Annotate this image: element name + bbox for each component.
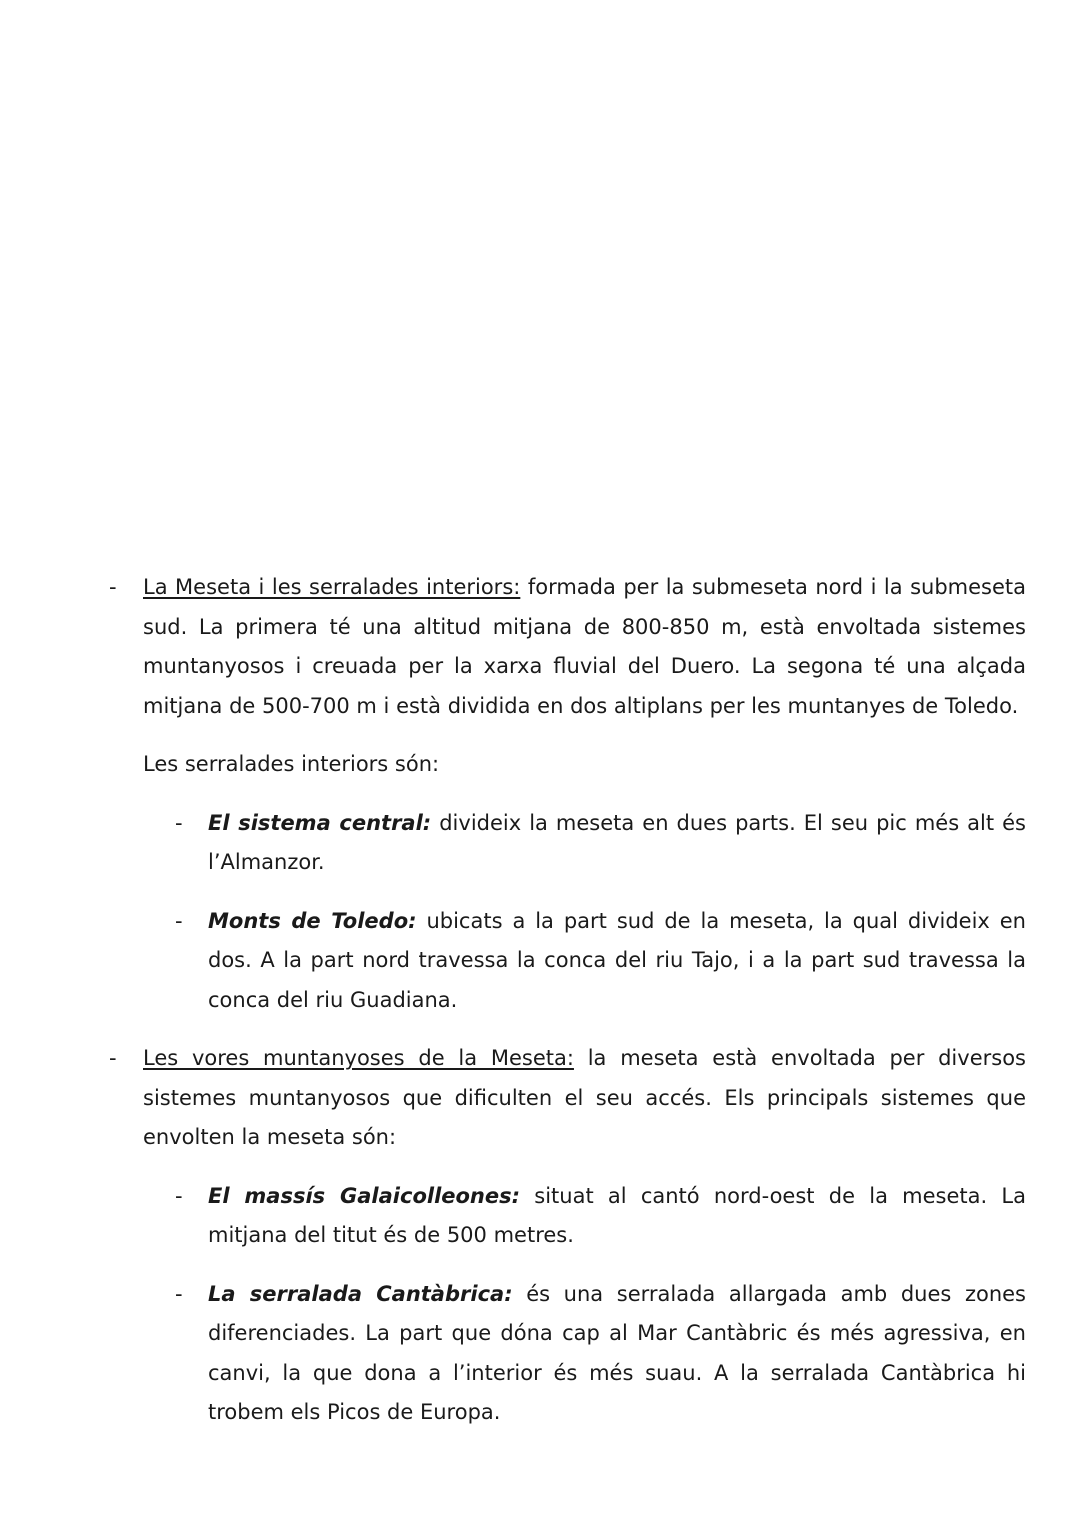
- item-heading: La Meseta i les serralades interiors:: [143, 575, 521, 599]
- item-heading: Les vores muntanyoses de la Meseta:: [143, 1046, 574, 1070]
- sub-item-monts-toledo: [175, 902, 1026, 1021]
- sub-item-heading: Monts de Toledo:: [208, 908, 417, 933]
- bullet-dash: -: [175, 1281, 183, 1306]
- bullet-dash: -: [175, 908, 183, 933]
- sub-item-heading: El massís Galaicolleones:: [208, 1183, 521, 1208]
- sub-item-text: ubicats a la part sud de la meseta, la qual divideix en dos. A la part nord travessa la conca del riu Tajo, i a la part sud travessa la conca del riu Guadiana.: [208, 908, 1026, 1012]
- sub-item-cantabrica: [175, 1275, 1027, 1433]
- sub-item-sistema-central: [175, 804, 1026, 883]
- intro-paragraph: Les serralades interiors són:: [143, 752, 440, 776]
- sub-item-heading: El sistema central:: [208, 810, 432, 835]
- sub-item-text: divideix la meseta en dues parts. El seu pic més alt és l’Almanzor.: [208, 810, 1026, 874]
- bullet-dash: -: [109, 575, 117, 599]
- sub-item-text: situat al cantó nord-oest de la meseta. La mitjana del titut és de 500 metres.: [208, 1183, 1026, 1247]
- bullet-dash: -: [175, 1183, 183, 1208]
- item-text: la meseta està envoltada per diversos sistemes muntanyosos que dificulten el seu accés. Els principals sistemes que envolten la meseta són:: [143, 1046, 1026, 1149]
- bullet-dash: -: [175, 810, 183, 835]
- item-text: formada per la submeseta nord i la submeseta sud. La primera té una altitud mitjana de 800-850 m, està envoltada sistemes muntanyosos i creuada per la xarxa fluvial del Duero. La segona té una alçada mitjana de 500-700 m i està dividida en dos altiplans per les muntanyes de Toledo.: [143, 575, 1027, 718]
- sub-item-galaicolleones: [175, 1177, 1026, 1256]
- sub-item-heading: La serralada Cantàbrica:: [208, 1281, 513, 1306]
- list-item-meseta: [109, 568, 1027, 726]
- list-item-vores: [109, 1039, 1026, 1158]
- sub-item-text: és una serralada allargada amb dues zones diferenciades. La part que dóna cap al Mar Cantàbric és més agressiva, en canvi, la que dona a l’interior és més suau. A la serralada Cantàbrica hi trobem els Picos de Europa.: [208, 1281, 1027, 1424]
- document-body: [0, 568, 1080, 1433]
- bullet-dash: -: [109, 1046, 117, 1070]
